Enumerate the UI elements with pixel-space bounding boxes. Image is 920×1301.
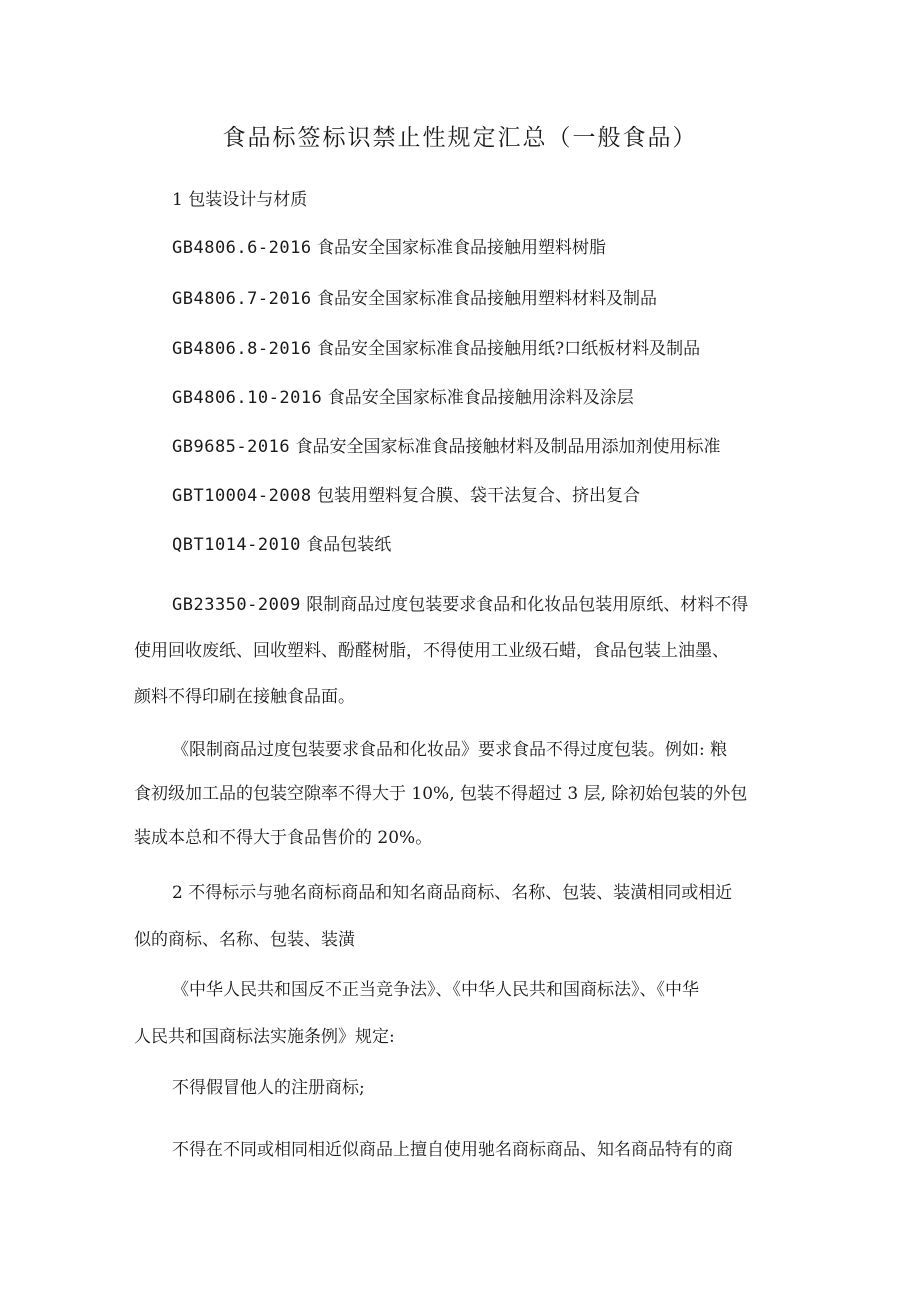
standard-item xyxy=(134,435,828,459)
standard-code: GB4806.10-2016 xyxy=(172,388,323,408)
standard-title: 食品安全国家标准食品接触材料及制品用添加剂使用标准 xyxy=(290,437,721,457)
standard-code: GB4806.7-2016 xyxy=(172,289,312,309)
paragraph-line: 《中华人民共和国反不正当竞争法》、《中华人民共和国商标法》、《中华 xyxy=(172,980,699,1000)
standard-title: 食品安全国家标准食品接触用塑料材料及制品 xyxy=(311,289,657,309)
rule-text: 不得在不同或相同相近似商品上擅自使用驰名商标商品、知名商品特有的商 xyxy=(172,1140,733,1160)
standard-title: 食品安全国家标准食品接触用涂料及涂层 xyxy=(322,388,634,408)
line-text: 限制商品过度包装要求食品和化妆品包装用原纸、材料不得 xyxy=(300,595,749,615)
paragraph-line: 《限制商品过度包装要求食品和化妆品》要求食品不得过度包装。例如: 粮 xyxy=(172,740,728,760)
laws-paragraph xyxy=(134,967,790,1061)
paragraph-line: 颜料不得印刷在接触食品面。 xyxy=(134,687,355,707)
document-title: 食品标签标识禁止性规定汇总（一般食品） xyxy=(222,125,698,151)
paragraph-line: 装成本总和不得大于食品售价的 20%。 xyxy=(134,828,433,848)
standard-title: 食品包装纸 xyxy=(300,535,392,555)
standard-item xyxy=(134,533,828,557)
paragraph-line: 使用回收废纸、回收塑料、酚醛树脂，不得使用工业级石蜡，食品包装上油墨、 xyxy=(134,641,729,661)
rule-text: 不得假冒他人的注册商标; xyxy=(172,1078,365,1098)
paragraph-line: 似的商标、名称、包装、装潢 xyxy=(134,930,355,950)
gb23350-paragraph xyxy=(134,582,790,720)
section-1-heading-text: 1 包装设计与材质 xyxy=(172,190,308,210)
standard-code: GBT10004-2008 xyxy=(172,486,312,506)
rule-item xyxy=(134,1076,828,1100)
standard-code: GB4806.8-2016 xyxy=(172,339,312,359)
standard-code: GB4806.6-2016 xyxy=(172,238,312,258)
paragraph-line: 2 不得标示与驰名商标商品和知名商品商标、名称、包装、装潢相同或相近 xyxy=(172,883,733,903)
standard-code: GB23350-2009 xyxy=(172,595,301,615)
standard-item xyxy=(134,386,828,410)
standard-title: 食品安全国家标准食品接触用塑料树脂 xyxy=(311,238,606,258)
standard-title: 食品安全国家标准食品接触用纸?口纸板材料及制品 xyxy=(311,339,701,359)
rule-item xyxy=(134,1138,828,1162)
standard-code: QBT1014-2010 xyxy=(172,535,301,555)
paragraph-line: 人民共和国商标法实施条例》规定: xyxy=(134,1027,395,1047)
standard-title: 包装用塑料复合膜、袋干法复合、挤出复合 xyxy=(311,486,640,506)
restrict-paragraph xyxy=(134,728,790,860)
standard-item xyxy=(134,337,828,361)
standard-item xyxy=(134,484,828,508)
standard-item xyxy=(134,287,828,311)
paragraph-line: 食初级加工品的包装空隙率不得大于 10%, 包装不得超过 3 层, 除初始包装的外包 xyxy=(134,784,748,804)
standard-code: GB9685-2016 xyxy=(172,437,291,457)
standard-item xyxy=(134,236,828,260)
section-2-heading xyxy=(134,870,790,964)
section-1-heading xyxy=(134,188,828,212)
paragraph-line xyxy=(134,582,790,628)
